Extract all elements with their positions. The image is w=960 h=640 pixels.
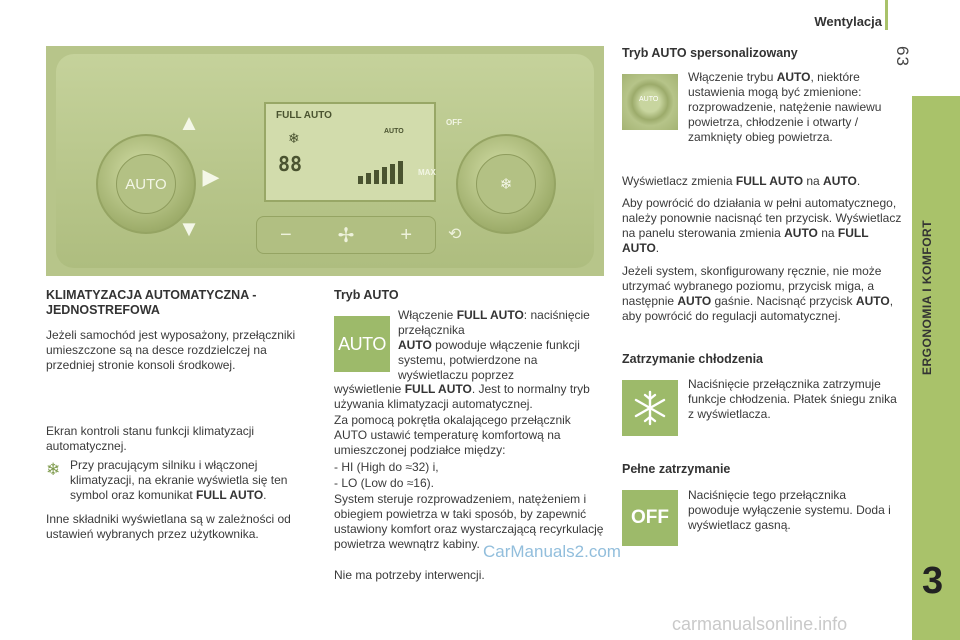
climate-panel-illustration (46, 46, 604, 276)
auto-button-icon: AUTO (334, 316, 390, 372)
temperature-range-low: - LO (Low do ≈16). (334, 476, 434, 490)
fan-icon: ✢ (337, 224, 355, 247)
chapter-title: Wentylacja (814, 14, 882, 29)
lcd-full-auto-text: FULL AUTO (276, 110, 332, 121)
recirculation-icon: ⟲ (448, 226, 462, 243)
lcd-display (264, 102, 436, 202)
airflow-down-icon: ▼ (178, 216, 200, 241)
cooling-button-icon (622, 380, 678, 436)
section-heading-tryb-auto: Tryb AUTO (334, 288, 399, 302)
return-auto-paragraph: Aby powrócić do działania w pełni automatycznego, należy ponownie nacisnąć ten przycisk. Wyświetlacz na panelu sterowania zmienia AUTO na FULL AUTO. (622, 196, 902, 255)
system-control-paragraph: System steruje rozprowadzeniem, natężeniem i obiegiem powietrza w taki sposób, by zapewnić ustawiony komfort oraz wystarczającą recyrkulację powietrza wewnątrz kabiny. (334, 492, 604, 551)
fan-speed-bar (256, 216, 436, 254)
lcd-temperature-digits: 88 (278, 152, 303, 176)
full-auto-paragraph: Przy pracującym silniku i włączonej klimatyzacji, na ekranie wyświetla się ten symbol oraz komunikat FULL AUTO. (70, 458, 288, 502)
page-number: 63 (893, 46, 912, 67)
auto-mode-paragraph-bottom: wyświetlenie FULL AUTO. Jest to normalny tryb używania klimatyzacji automatycznej. (334, 382, 590, 411)
section-heading-klimatyzacja: KLIMATYZACJA AUTOMATYCZNA - JEDNOSTREFOWA (46, 288, 257, 317)
personalized-paragraph: Włączenie trybu AUTO, niektóre ustawienia mogą być zmienione: rozprowadzenie, natężenie nawiewu powietrza, chłodzenie i otwarty / zamknięty obieg powietrza. (688, 70, 882, 144)
airflow-face-icon: ▶ (202, 164, 220, 189)
stop-cooling-paragraph: Naciśnięcie przełącznika zatrzymuje funkcje chłodzenia. Płatek śniegu znika z wyświetlacza. (688, 377, 897, 421)
airflow-up-icon: ▲ (178, 110, 200, 135)
section-heading-stop-cooling: Zatrzymanie chłodzenia (622, 352, 764, 366)
no-intervention-paragraph: Nie ma potrzeby interwencji. (334, 568, 485, 582)
cooling-snowflake-icon: ❄ (476, 154, 536, 214)
intro-paragraph: Jeżeli samochód jest wyposażony, przełączniki umieszczone są na desce rozdzielczej na przedniej stronie konsoli środkowej. (46, 328, 296, 372)
full-stop-paragraph: Naciśnięcie tego przełącznika powoduje wyłączenie systemu. Doda i wyświetlacz gasną. (688, 488, 891, 532)
fan-minus-icon: − (279, 223, 292, 246)
section-heading-auto-personalized: Tryb AUTO spersonalizowany (622, 46, 798, 60)
chapter-number: 3 (922, 560, 944, 602)
display-change-paragraph: Wyświetlacz zmienia FULL AUTO na AUTO. (622, 174, 861, 188)
section-heading-full-stop: Pełne zatrzymanie (622, 462, 731, 476)
auto-button-label: AUTO (116, 154, 176, 214)
temperature-paragraph: Za pomocą pokrętła okalającego przełącznik AUTO ustawić temperaturę komfortową na umieszczonej podziałce między: (334, 413, 571, 457)
header-accent-bar (885, 0, 888, 30)
display-paragraph: Ekran kontroli stanu funkcji klimatyzacji automatycznej. (46, 424, 255, 453)
fan-knob (456, 134, 556, 234)
watermark-carmanualsonline: carmanualsonline.info (672, 614, 848, 634)
lcd-snowflake-icon: ❄ (288, 130, 300, 146)
snowflake-icon (630, 388, 670, 428)
section-label: ERGONOMIA I KOMFORT (920, 219, 934, 375)
lcd-auto-text: AUTO (384, 128, 404, 135)
temperature-range-high: - HI (High do ≈32) i, (334, 460, 439, 474)
off-button-label: OFF (446, 118, 462, 127)
other-components-paragraph: Inne składniki wyświetlana są w zależności od ustawień wybranych przez użytkownika. (46, 512, 291, 541)
off-button-icon: OFF (622, 490, 678, 546)
manual-config-paragraph: Jeżeli system, skonfigurowany ręcznie, nie może utrzymać wybranego poziomu, przycisk miga, a następnie AUTO gaśnie. Nacisnąć przycisk AUTO, aby powrócić do regulacji automatycznej. (622, 264, 894, 323)
max-defrost-label: MAX (418, 168, 436, 177)
auto-button-photo-icon: AUTO (622, 74, 678, 130)
watermark-carmanuals2: CarManuals2.com (483, 542, 621, 561)
auto-mode-paragraph-top: Włączenie FULL AUTO: naciśnięcie przełącznika AUTO powoduje włączenie funkcji systemu, potwierdzone na wyświetlaczu poprzez (398, 308, 590, 382)
snowflake-symbol-icon: ❄ (46, 460, 61, 479)
lcd-fan-bars-icon (358, 158, 418, 184)
fan-plus-icon: + (400, 223, 413, 246)
